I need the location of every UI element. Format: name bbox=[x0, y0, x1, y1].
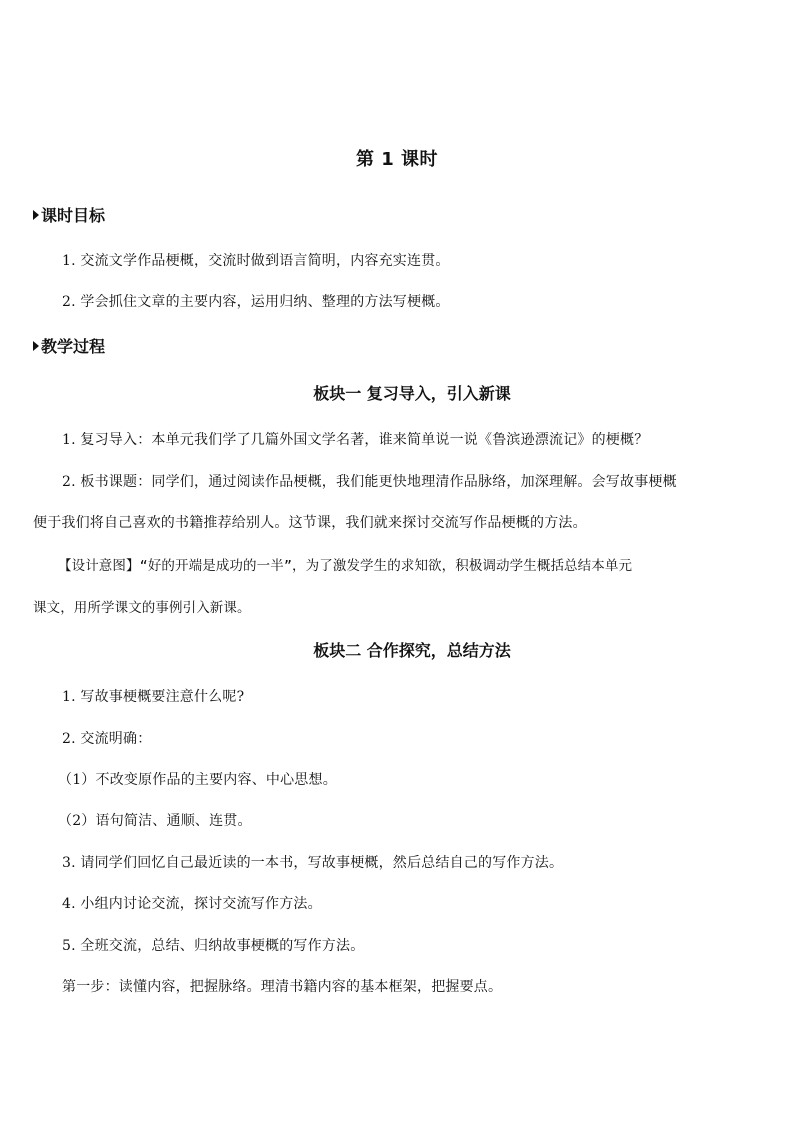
block2-item: 5. 全班交流，总结、归纳故事梗概的写作方法。 bbox=[62, 938, 365, 954]
block2-item: 第一步：读懂内容，把握脉络。理清书籍内容的基本框架，把握要点。 bbox=[62, 979, 503, 995]
block2-item: 4. 小组内讨论交流，探讨交流写作方法。 bbox=[62, 896, 322, 912]
block2-item: 2. 交流明确： bbox=[62, 731, 152, 747]
triangle-bullet-icon bbox=[33, 210, 39, 220]
section-heading-objectives bbox=[33, 203, 794, 226]
block1-title: 板块一 复习导入，引入新课 bbox=[313, 384, 511, 403]
block1-paragraph: 1. 复习导入：本单元我们学了几篇外国文学名著，谁来简单说一说《鲁滨逊漂流记》的梗概？ bbox=[62, 432, 649, 448]
block1-paragraph: 2. 板书课题：同学们，通过阅读作品梗概，我们能更快地理清作品脉络，加深理解。会写故事梗概 bbox=[62, 474, 677, 490]
block1-paragraph-continued: 便于我们将自己喜欢的书籍推荐给别人。这节课，我们就来探讨交流写作品梗概的方法。 bbox=[33, 515, 587, 531]
design-intent-continued: 课文，用所学课文的事例引入新课。 bbox=[33, 600, 251, 616]
block2-subitem: （1）不改变原作品的主要内容、中心思想。 bbox=[58, 772, 337, 788]
section-heading-label: 课时目标 bbox=[41, 206, 106, 225]
page-title: 第 1 课时 bbox=[355, 149, 439, 170]
design-intent: 【设计意图】“好的开端是成功的一半”，为了激发学生的求知欲，积极调动学生概括总结本单元 bbox=[58, 558, 633, 574]
block2-title: 板块二 合作探究，总结方法 bbox=[313, 641, 511, 660]
objective-item: 1. 交流文学作品梗概，交流时做到语言简明，内容充实连贯。 bbox=[62, 253, 450, 269]
objective-item: 2. 学会抓住文章的主要内容，运用归纳、整理的方法写梗概。 bbox=[62, 294, 450, 310]
triangle-bullet-icon bbox=[33, 341, 39, 351]
block2-item: 3. 请同学们回忆自己最近读的一本书，写故事梗概，然后总结自己的写作方法。 bbox=[62, 855, 564, 871]
section-heading-label: 教学过程 bbox=[41, 337, 106, 356]
section-heading-process bbox=[33, 334, 794, 357]
block2-item: 1. 写故事梗概要注意什么呢? bbox=[62, 689, 245, 705]
block2-subitem: （2）语句简洁、通顺、连贯。 bbox=[58, 813, 252, 829]
